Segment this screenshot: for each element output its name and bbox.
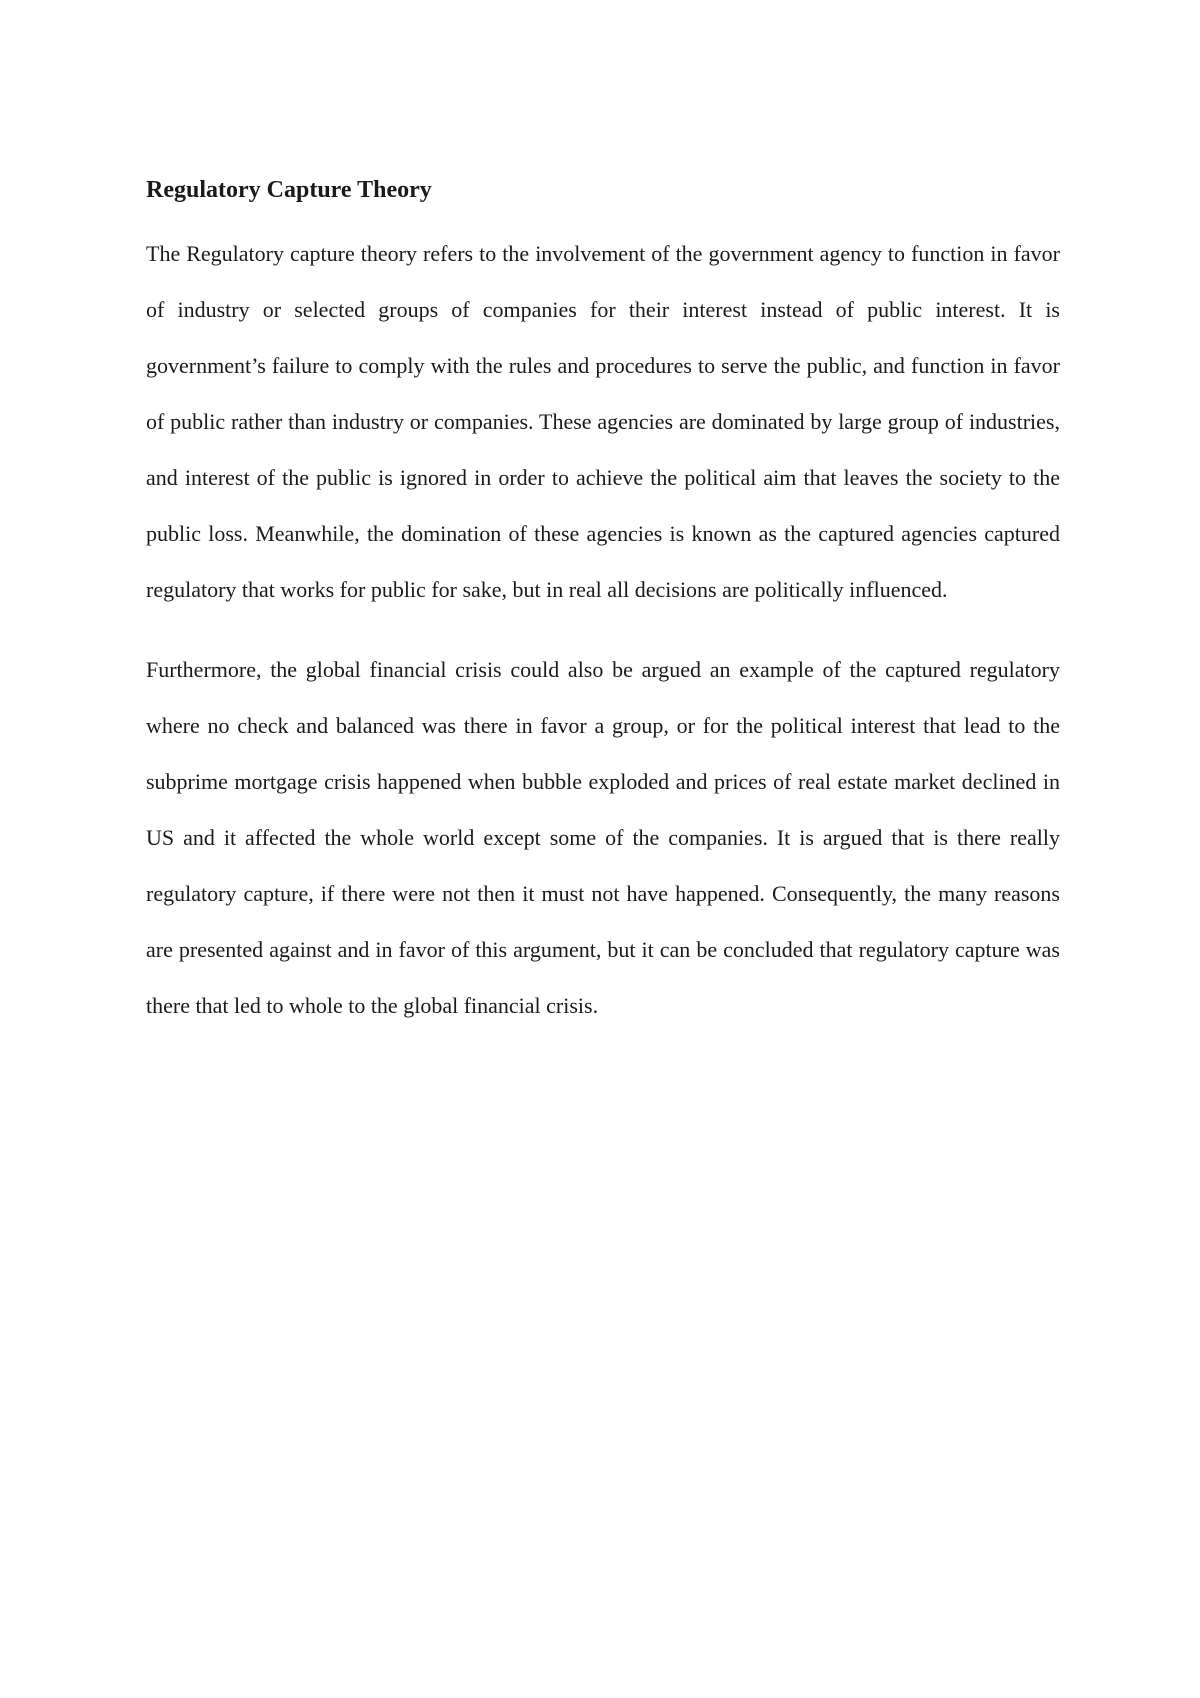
document-heading: Regulatory Capture Theory <box>146 177 432 203</box>
paragraph-2: Furthermore, the global financial crisis could also be argued an example of the captured regulatory where no check and balanced was there in favor a group, or for the political interest that lead to the subprime mortgage crisis happened when bubble exploded and prices of real estate market declined in US and it affected the whole world except some of the companies. It is argued that is there really regulatory capture, if there were not then it must not have happened. Consequently, the many reasons are presented against and in favor of this argument, but it can be concluded that regulatory capture was there that led to whole to the global financial crisis. <box>146 657 1060 1018</box>
paragraph-1: The Regulatory capture theory refers to the involvement of the government agency to function in favor of industry or selected groups of companies for their interest instead of public interest. It is government’s failure to comply with the rules and procedures to serve the public, and function in favor of public rather than industry or companies. These agencies are dominated by large group of industries, and interest of the public is ignored in order to achieve the political aim that leaves the society to the public loss. Meanwhile, the domination of these agencies is known as the captured agencies captured regulatory that works for public for sake, but in real all decisions are politically influenced. <box>146 241 1060 602</box>
document-body <box>146 172 1060 1034</box>
